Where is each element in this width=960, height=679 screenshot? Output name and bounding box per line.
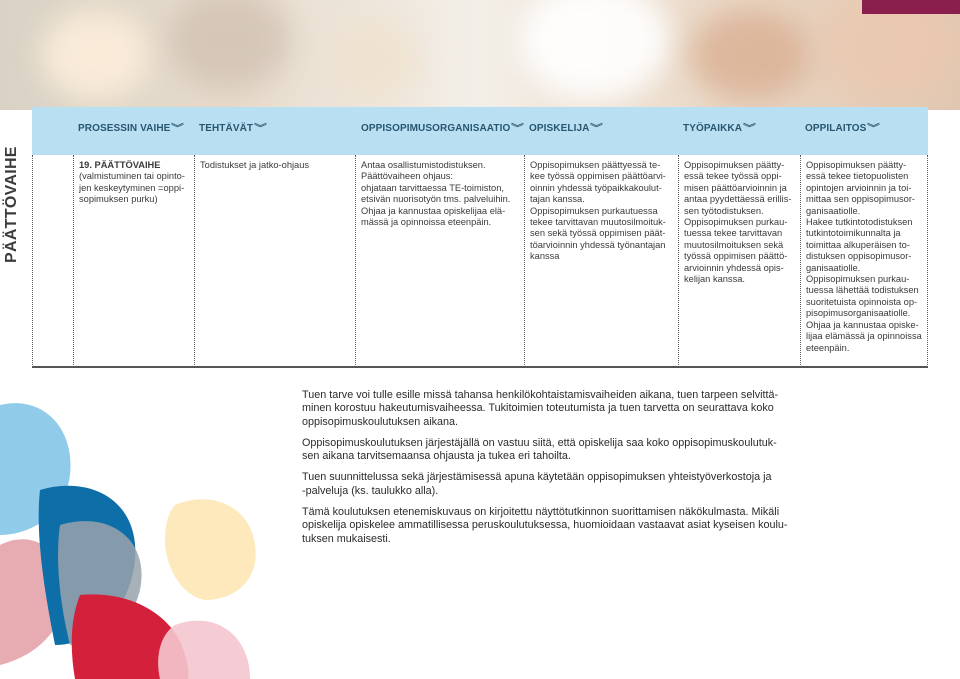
column-divider: [800, 155, 801, 367]
cell-process-step: 19. PÄÄTTÖVAIHE (valmistuminen tai opinto- jen keskeytyminen =oppi- sopimuksen purku): [79, 160, 191, 206]
column-divider: [32, 155, 33, 367]
paragraph: Tuen tarve voi tulle esille missä tahansa henkilökohtaistamisvaiheiden aikana, tuen tarpeen selvittä- minen korostuu hakeutumisvaiheessa. Tukitoimien toteutumista ja tuen tarvetta on seurattava koko oppisopimuskoulutuksen aikana.: [302, 389, 779, 428]
double-chevron-down-icon: ︾: [511, 123, 525, 133]
body-text: [302, 389, 792, 554]
double-chevron-down-icon: ︾: [171, 123, 185, 133]
cell-workplace: Oppisopimuksen päätty- essä tekee työssä oppi- misen päättöarvioinnin ja antaa pyydettäessä erillis- sen työtodistuksen. Oppisopimuksen purkau- tuessa tekee tarvittavan muutosilmoituksen sekä työssä oppimisen päättö- arvioinnin yhdessä opis- kelijan kanssa.: [684, 160, 792, 285]
decorative-petals-graphic: [0, 395, 300, 679]
cell-student: Oppisopimuksen päättyessä te- kee työssä oppimisen päättöarvi- oinnin yhdessä työpaikkakoulut- tajan kanssa. Oppisopimuksen purkautuessa tekee tarvittavan muutosilmoituk- sen sekä työssä oppimisen päät- töarvioinnin yhdessä työnantajan kanssa: [530, 160, 666, 262]
column-divider: [355, 155, 356, 367]
column-divider: [73, 155, 74, 367]
double-chevron-down-icon: ︾: [743, 123, 756, 133]
process-step-title: 19. PÄÄTTÖVAIHE: [79, 160, 161, 170]
double-chevron-down-icon: ︾: [867, 123, 881, 133]
header-workplace: TYÖPAIKKA︾: [683, 123, 756, 134]
header-process-step: PROSESSIN VAIHE︾: [78, 123, 185, 134]
phase-label: PÄÄTTÖVAIHE: [3, 146, 20, 263]
cell-institution: Oppisopimuksen päätty- essä tekee tietopuolisten opintojen arvioinnin ja toi- mittaa sen oppisopimusor- ganisaatiolle. Hakee tutkintotodistuksen tutkintotoimikunnalta ja toimittaa alkuperäisen to- distuksen oppisopimusor- ganisaatiolle. Oppisopimuksen purkau- tuessa lähettää todistuksen suoritetuista opinnoista op- pisopimusorganisaatiolle. Ohjaa ja kannustaa opiske- lijaa elämässä ja opinnoissa eteenpäin.: [806, 160, 922, 353]
header-organisation: OPPISOPIMUSORGANISAATIO︾: [361, 123, 525, 134]
corner-accent-tab: [862, 0, 960, 14]
double-chevron-down-icon: ︾: [590, 123, 604, 133]
column-divider: [927, 155, 928, 367]
double-chevron-down-icon: ︾: [254, 123, 268, 133]
paragraph: Tämä koulutuksen etenemiskuvaus on kirjoitettu näyttötutkinnon suorittamisen näkökulmasta. Mikäli opiskelija opiskelee ammatillisessa peruskoulutuksessa, huomioidaan vastaavat asiat kyseisen koulu- tuksen mukaisesti.: [302, 506, 788, 545]
column-divider: [524, 155, 525, 367]
cell-tasks: Todistukset ja jatko-ohjaus: [200, 160, 310, 170]
header-tasks: TEHTÄVÄT︾: [199, 123, 268, 134]
header-institution: OPPILAITOS︾: [805, 123, 881, 134]
paragraph: Tuen suunnittelussa sekä järjestämisessä apuna käytetään oppisopimuksen yhteistyöverkostoja ja -palveluja (ks. taulukko alla).: [302, 471, 772, 497]
cell-organisation: Antaa osallistumistodistuksen. Päättövaiheen ohjaus: ohjataan tarvittaessa TE-toimiston, etsivän nuorisotyön tms. palveluihin. Ohjaa ja kannustaa opiskelijaa elä- mässä ja opinnoissa eteenpäin.: [361, 160, 511, 228]
column-divider: [194, 155, 195, 367]
table-bottom-rule: [32, 366, 928, 368]
header-student: OPISKELIJA︾: [529, 123, 604, 134]
column-divider: [678, 155, 679, 367]
table-header-row: [32, 107, 928, 155]
paragraph: Oppisopimuskoulutuksen järjestäjällä on vastuu siitä, että opiskelija saa koko oppisopimuskoulutuk- sen aikana tarvitsemaansa ohjausta ja tukea eri tahoilta.: [302, 436, 777, 463]
header-photo-banner: [0, 0, 960, 110]
